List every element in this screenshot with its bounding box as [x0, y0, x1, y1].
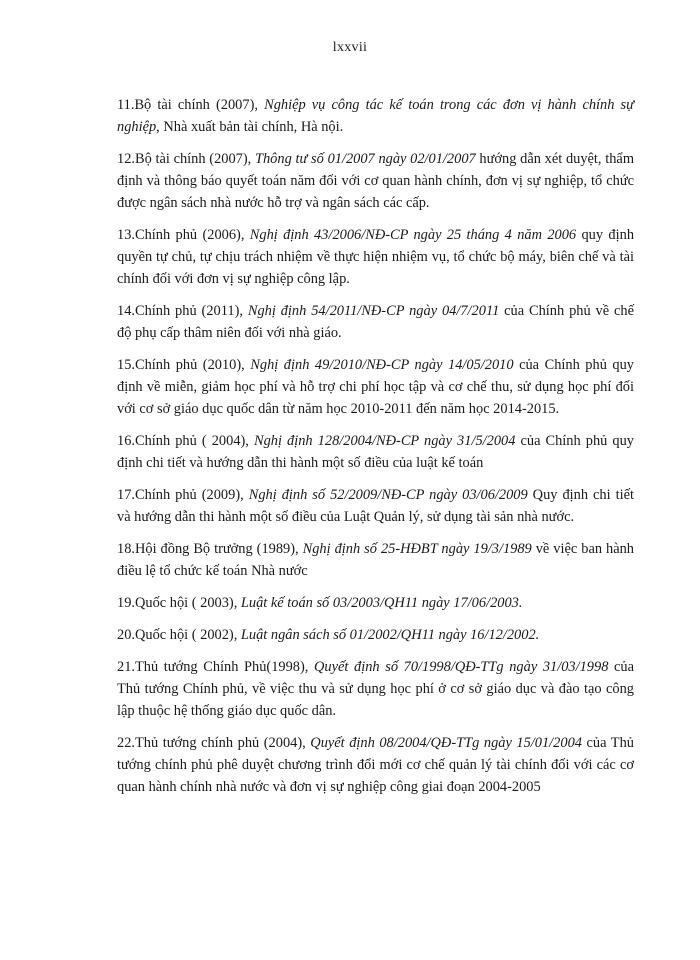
reference-item	[117, 148, 634, 214]
reference-title: Nghị định 54/2011/NĐ-CP ngày 04/7/2011	[247, 303, 500, 319]
page-number: lxxvii	[332, 40, 368, 55]
reference-details: của Thủ tướng Chính phủ, về việc thu và sử dụng học phí ở cơ sở giáo dục và đào tạo công lập thuộc hệ thống giáo dục quốc dân.	[117, 659, 634, 719]
reference-item	[117, 94, 634, 138]
reference-author: 13.Chính phủ (2006),	[117, 227, 250, 243]
reference-item	[117, 624, 634, 646]
reference-title: Nghị định số 25-HĐBT ngày 19/3/1989	[302, 541, 532, 557]
reference-details: của Chính phủ quy định về miễn, giảm học phí và hỗ trợ chi phí học tập và cơ chế thu, sử dụng học phí đối với cơ sở giáo dục quốc dân từ năm học 2010-2011 đến năm học 2014-2015.	[117, 357, 634, 417]
reference-title: Quyết định 08/2004/QĐ-TTg ngày 15/01/2004	[310, 735, 582, 751]
reference-title: Nghị định 49/2010/NĐ-CP ngày 14/05/2010	[250, 357, 514, 373]
reference-item	[117, 592, 634, 614]
reference-author: 14.Chính phủ (2011),	[117, 303, 248, 319]
reference-details: quy định quyền tự chủ, tự chịu trách nhiệm về thực hiện nhiệm vụ, tổ chức bộ máy, biên chế và tài chính đối với đơn vị sự nghiệp công lập.	[117, 227, 635, 287]
reference-author: 20.Quốc hội ( 2002),	[117, 627, 241, 643]
reference-item	[117, 538, 634, 582]
reference-item	[117, 656, 634, 722]
reference-details: của Chính phủ quy định chi tiết và hướng dẫn thi hành một số điều của luật kế toán	[117, 433, 634, 471]
reference-details: Quy định chi tiết và hướng dẫn thi hành một số điều của Luật Quản lý, sử dụng tài sản nhà nước.	[117, 487, 635, 525]
reference-author: 21.Thủ tướng Chính Phủ(1998),	[117, 659, 315, 675]
reference-item	[117, 484, 634, 528]
reference-title: Quyết định số 70/1998/QĐ-TTg ngày 31/03/1998	[314, 659, 609, 675]
reference-details: của Thủ tướng chính phủ phê duyệt chương trình đổi mới cơ chế quản lý tài chính đối với các cơ quan hành chính nhà nước và đơn vị sự nghiệp công giai đoạn 2004-2005	[117, 735, 634, 795]
reference-item	[117, 430, 634, 474]
reference-list	[117, 94, 634, 808]
reference-title: Nghiệp vụ công tác kế toán trong các đơn vị hành chính sự nghiệp	[117, 97, 634, 135]
reference-title: Luật kế toán số 03/2003/QH11 ngày 17/06/2003.	[240, 595, 523, 611]
reference-title: Luật ngân sách số 01/2002/QH11 ngày 16/12/2002.	[240, 627, 540, 643]
reference-author: 12.Bộ tài chính (2007),	[117, 151, 255, 167]
reference-author: 19.Quốc hội ( 2003),	[117, 595, 241, 611]
reference-details: của Chính phủ về chế độ phụ cấp thâm niên đối với nhà giáo.	[117, 303, 634, 341]
reference-details: , Nhà xuất bản tài chính, Hà nội.	[156, 119, 344, 135]
reference-item	[117, 300, 634, 344]
reference-author: 18.Hội đồng Bộ trưởng (1989),	[117, 541, 303, 557]
reference-item	[117, 732, 634, 798]
reference-author: 11.Bộ tài chính (2007),	[117, 97, 265, 113]
reference-title: Nghị định 43/2006/NĐ-CP ngày 25 tháng 4 năm 2006	[249, 227, 577, 243]
reference-author: 16.Chính phủ ( 2004),	[117, 433, 254, 449]
reference-title: Nghị định 128/2004/NĐ-CP ngày 31/5/2004	[253, 433, 516, 449]
reference-title: Nghị định số 52/2009/NĐ-CP ngày 03/06/2009	[248, 487, 528, 503]
reference-title: Thông tư số 01/2007 ngày 02/01/2007	[254, 151, 476, 167]
reference-author: 15.Chính phủ (2010),	[117, 357, 251, 373]
reference-details: hướng dẫn xét duyệt, thẩm định và thông báo quyết toán năm đối với cơ quan hành chính, đơn vị sự nghiệp, tổ chức được ngân sách nhà nước hỗ trợ và ngân sách các cấp.	[117, 151, 635, 211]
reference-author: 17.Chính phủ (2009),	[117, 487, 249, 503]
reference-item	[117, 354, 634, 420]
reference-item	[117, 224, 634, 290]
reference-author: 22.Thủ tướng chính phủ (2004),	[117, 735, 311, 751]
reference-details: về việc ban hành điều lệ tổ chức kế toán Nhà nước	[117, 541, 634, 579]
